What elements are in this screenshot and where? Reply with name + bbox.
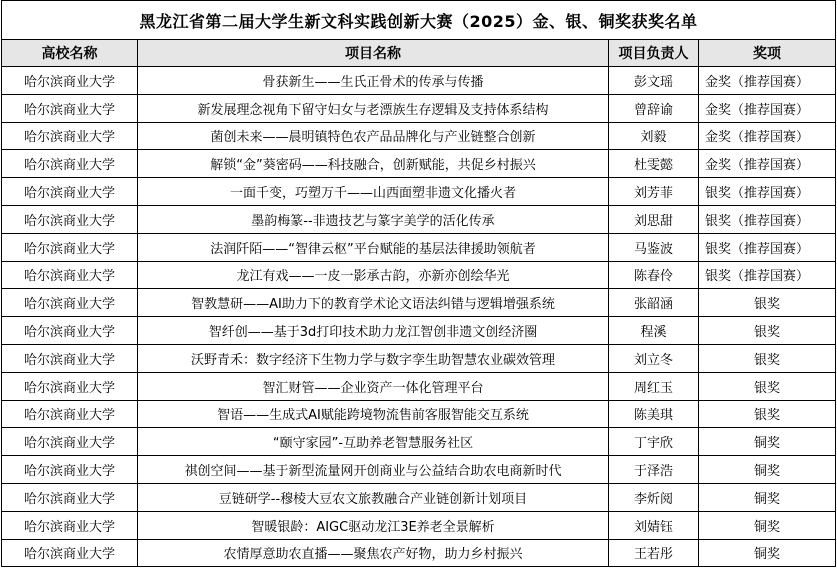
table-row	[2, 122, 836, 150]
school-cell: 哈尔滨商业大学	[2, 511, 138, 539]
header-award: 奖项	[699, 40, 836, 67]
project-name-cell: 法润阡陌——“智律云枢”平台赋能的基层法律援助领航者	[138, 233, 609, 261]
leader-cell: 刘婧钰	[609, 511, 699, 539]
leader-cell: 程溪	[609, 317, 699, 345]
school-cell: 哈尔滨商业大学	[2, 289, 138, 317]
table-row	[2, 67, 836, 95]
leader-cell: 丁宇欣	[609, 428, 699, 456]
project-name-cell: 智语——生成式AI赋能跨境物流售前客服智能交互系统	[138, 400, 609, 428]
project-name-cell: 龙江有戏——一皮一影承古韵，亦新亦创绘华光	[138, 261, 609, 289]
award-cell: 银奖（推荐国赛）	[699, 261, 836, 289]
table-row	[2, 483, 836, 511]
table-row	[2, 344, 836, 372]
table-row	[2, 150, 836, 178]
table-row	[2, 400, 836, 428]
project-name-cell: 沃野青禾：数字经济下生物力学与数字孪生助智慧农业碳效管理	[138, 344, 609, 372]
award-cell: 银奖（推荐国赛）	[699, 205, 836, 233]
leader-cell: 陈春伶	[609, 261, 699, 289]
header-school: 高校名称	[2, 40, 138, 67]
table-body	[2, 67, 836, 567]
table-row	[2, 94, 836, 122]
award-cell: 金奖（推荐国赛）	[699, 150, 836, 178]
header-leader: 项目负责人	[609, 40, 699, 67]
leader-cell: 陈美琪	[609, 400, 699, 428]
award-cell: 银奖	[699, 400, 836, 428]
leader-cell: 刘思甜	[609, 205, 699, 233]
table-row	[2, 317, 836, 345]
project-name-cell: 农情厚意助农直播——聚焦农产好物，助力乡村振兴	[138, 539, 609, 567]
project-name-cell: 智暖银龄：AIGC驱动龙江3E养老全景解析	[138, 511, 609, 539]
award-cell: 铜奖	[699, 456, 836, 484]
award-cell: 金奖（推荐国赛）	[699, 67, 836, 95]
leader-cell: 张韶涵	[609, 289, 699, 317]
table-row	[2, 456, 836, 484]
leader-cell: 周红玉	[609, 372, 699, 400]
table-row	[2, 178, 836, 206]
leader-cell: 刘立冬	[609, 344, 699, 372]
leader-cell: 马鉴波	[609, 233, 699, 261]
leader-cell: 曾辞谕	[609, 94, 699, 122]
table-row	[2, 428, 836, 456]
school-cell: 哈尔滨商业大学	[2, 205, 138, 233]
school-cell: 哈尔滨商业大学	[2, 483, 138, 511]
table-title: 黑龙江省第二届大学生新文科实践创新大赛（2025）金、银、铜奖获奖名单	[2, 1, 836, 40]
award-cell: 银奖（推荐国赛）	[699, 233, 836, 261]
header-row	[2, 40, 836, 67]
project-name-cell: 解锁“金”葵密码——科技融合，创新赋能，共促乡村振兴	[138, 150, 609, 178]
table-row	[2, 233, 836, 261]
award-cell: 铜奖	[699, 511, 836, 539]
school-cell: 哈尔滨商业大学	[2, 400, 138, 428]
table-row	[2, 372, 836, 400]
project-name-cell: 豆链研学--穆棱大豆农文旅教融合产业链创新计划项目	[138, 483, 609, 511]
leader-cell: 于泽浩	[609, 456, 699, 484]
school-cell: 哈尔滨商业大学	[2, 178, 138, 206]
leader-cell: 彭文瑶	[609, 67, 699, 95]
school-cell: 哈尔滨商业大学	[2, 344, 138, 372]
award-cell: 铜奖	[699, 428, 836, 456]
school-cell: 哈尔滨商业大学	[2, 150, 138, 178]
school-cell: 哈尔滨商业大学	[2, 122, 138, 150]
school-cell: 哈尔滨商业大学	[2, 539, 138, 567]
project-name-cell: 一面千变，巧塑万千——山西面塑非遗文化播火者	[138, 178, 609, 206]
school-cell: 哈尔滨商业大学	[2, 317, 138, 345]
award-cell: 银奖	[699, 317, 836, 345]
project-name-cell: 菌创未来——晨明镇特色农产品品牌化与产业链整合创新	[138, 122, 609, 150]
leader-cell: 杜雯懿	[609, 150, 699, 178]
leader-cell: 刘毅	[609, 122, 699, 150]
award-cell: 银奖	[699, 372, 836, 400]
award-cell: 铜奖	[699, 483, 836, 511]
school-cell: 哈尔滨商业大学	[2, 456, 138, 484]
table-row	[2, 261, 836, 289]
school-cell: 哈尔滨商业大学	[2, 261, 138, 289]
leader-cell: 刘芳菲	[609, 178, 699, 206]
table-row	[2, 511, 836, 539]
award-cell: 银奖	[699, 344, 836, 372]
project-name-cell: 新发展理念视角下留守妇女与老漂族生存逻辑及支持体系结构	[138, 94, 609, 122]
school-cell: 哈尔滨商业大学	[2, 372, 138, 400]
leader-cell: 王若彤	[609, 539, 699, 567]
project-name-cell: 智教慧研——AI助力下的教育学术论文语法纠错与逻辑增强系统	[138, 289, 609, 317]
award-cell: 银奖	[699, 289, 836, 317]
project-name-cell: “颐守家园”-互助养老智慧服务社区	[138, 428, 609, 456]
school-cell: 哈尔滨商业大学	[2, 428, 138, 456]
award-cell: 银奖（推荐国赛）	[699, 178, 836, 206]
header-project: 项目名称	[138, 40, 609, 67]
project-name-cell: 智汇财管——企业资产一体化管理平台	[138, 372, 609, 400]
project-name-cell: 骨获新生——生氏正骨术的传承与传播	[138, 67, 609, 95]
school-cell: 哈尔滨商业大学	[2, 67, 138, 95]
award-cell: 金奖（推荐国赛）	[699, 94, 836, 122]
award-table	[1, 0, 836, 567]
school-cell: 哈尔滨商业大学	[2, 233, 138, 261]
table-row	[2, 539, 836, 567]
project-name-cell: 智纤创——基于3d打印技术助力龙江智创非遗文创经济圈	[138, 317, 609, 345]
school-cell: 哈尔滨商业大学	[2, 94, 138, 122]
project-name-cell: 墨韵梅篆--非遗技艺与篆字美学的活化传承	[138, 205, 609, 233]
project-name-cell: 祺创空间——基于新型流量网开创商业与公益结合助农电商新时代	[138, 456, 609, 484]
award-cell: 金奖（推荐国赛）	[699, 122, 836, 150]
award-cell: 铜奖	[699, 539, 836, 567]
leader-cell: 李炘阅	[609, 483, 699, 511]
table-row	[2, 205, 836, 233]
table-row	[2, 289, 836, 317]
